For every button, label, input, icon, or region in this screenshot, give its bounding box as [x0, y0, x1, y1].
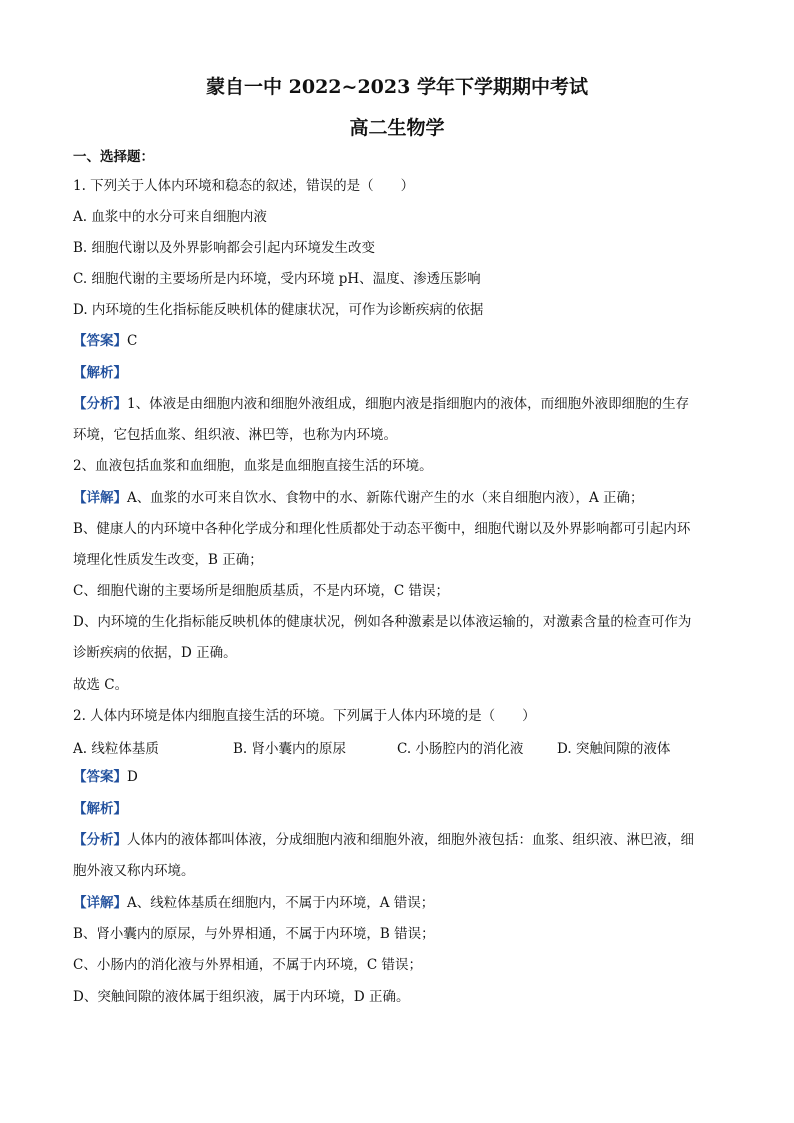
q2-answer	[73, 767, 723, 787]
q2-option-b: B. 肾小囊内的原尿	[233, 741, 347, 757]
q1-xiangjie-d2: 诊断疾病的依据，D 正确。	[73, 645, 237, 661]
q1-xiangjie-b2: 境理化性质发生改变，B 正确；	[73, 552, 263, 568]
q2-xiangjie-c: C、小肠内的消化液与外界相通，不属于内环境，C 错误；	[73, 957, 422, 973]
q2-option-a: A. 线粒体基质	[73, 741, 159, 757]
q1-fenxi-line-2: 环境，它包括血浆、组织液、淋巴等，也称为内环境。	[73, 427, 397, 443]
q1-xiangjie-d1: D、内环境的生化指标能反映机体的健康状况，例如各种激素是以体液运输的，对激素含量的检查可作为	[73, 614, 692, 630]
answer-value: C	[127, 333, 138, 349]
q1-option-b: B. 细胞代谢以及外界影响都会引起内环境发生改变	[73, 240, 376, 256]
answer-tag: 【答案】	[73, 769, 127, 785]
q1-analysis-heading	[73, 363, 723, 383]
xiangjie-tag: 【详解】	[73, 490, 127, 506]
answer-tag: 【答案】	[73, 333, 127, 349]
fenxi-tag: 【分析】	[73, 396, 127, 412]
analysis-tag: 【解析】	[73, 365, 127, 381]
section-title: 一、选择题：	[73, 149, 154, 165]
q2-option-d: D. 突触间隙的液体	[557, 741, 671, 757]
fenxi-text: 1、体液是由细胞内液和细胞外液组成，细胞内液是指细胞内的液体，而细胞外液即细胞的生存	[127, 396, 690, 412]
analysis-tag: 【解析】	[73, 801, 127, 817]
xiangjie-text: A、血浆的水可来自饮水、食物中的水、新陈代谢产生的水（来自细胞内液），A 正确；	[127, 490, 644, 506]
q1-option-a: A. 血浆中的水分可来自细胞内液	[73, 209, 267, 225]
q1-option-c: C. 细胞代谢的主要场所是内环境，受内环境 pH、温度、渗透压影响	[73, 271, 481, 287]
q2-fenxi-line-2: 胞外液又称内环境。	[73, 863, 195, 879]
q2-stem: 2. 人体内环境是体内细胞直接生活的环境。下列属于人体内环境的是（ ）	[73, 708, 536, 724]
q1-stem: 1. 下列关于人体内环境和稳态的叙述，错误的是（ ）	[73, 178, 415, 194]
q1-conclusion: 故选 C。	[73, 677, 129, 693]
q1-answer	[73, 331, 723, 351]
xiangjie-tag: 【详解】	[73, 895, 127, 911]
q2-xiangjie-b: B、肾小囊内的原尿，与外界相通，不属于内环境，B 错误；	[73, 926, 435, 942]
q1-option-d: D. 内环境的生化指标能反映机体的健康状况，可作为诊断疾病的依据	[73, 302, 484, 318]
q2-analysis-heading	[73, 799, 723, 819]
q1-fenxi-line-1	[73, 394, 723, 414]
q1-xiangjie-b1: B、健康人的内环境中各种化学成分和理化性质都处于动态平衡中，细胞代谢以及外界影响都可引起内环	[73, 521, 691, 537]
q2-option-c: C. 小肠腔内的消化液	[397, 741, 524, 757]
exam-title: 蒙自一中 2022~2023 学年下学期期中考试	[206, 76, 588, 98]
q1-fenxi-line-3: 2、血液包括血浆和血细胞，血浆是血细胞直接生活的环境。	[73, 458, 433, 474]
q1-xiangjie-a	[73, 488, 723, 508]
fenxi-tag: 【分析】	[73, 832, 127, 848]
fenxi-text: 人体内的液体都叫体液，分成细胞内液和细胞外液，细胞外液包括：血浆、组织液、淋巴液，细	[127, 832, 694, 848]
exam-subtitle: 高二生物学	[349, 117, 445, 139]
q1-xiangjie-c: C、细胞代谢的主要场所是细胞质基质，不是内环境，C 错误；	[73, 583, 449, 599]
answer-value: D	[127, 769, 138, 785]
q2-xiangjie-a	[73, 893, 723, 913]
q2-xiangjie-d: D、突触间隙的液体属于组织液，属于内环境，D 正确。	[73, 989, 410, 1005]
xiangjie-text: A、线粒体基质在细胞内，不属于内环境，A 错误；	[127, 895, 435, 911]
q2-fenxi-line-1	[73, 830, 723, 850]
